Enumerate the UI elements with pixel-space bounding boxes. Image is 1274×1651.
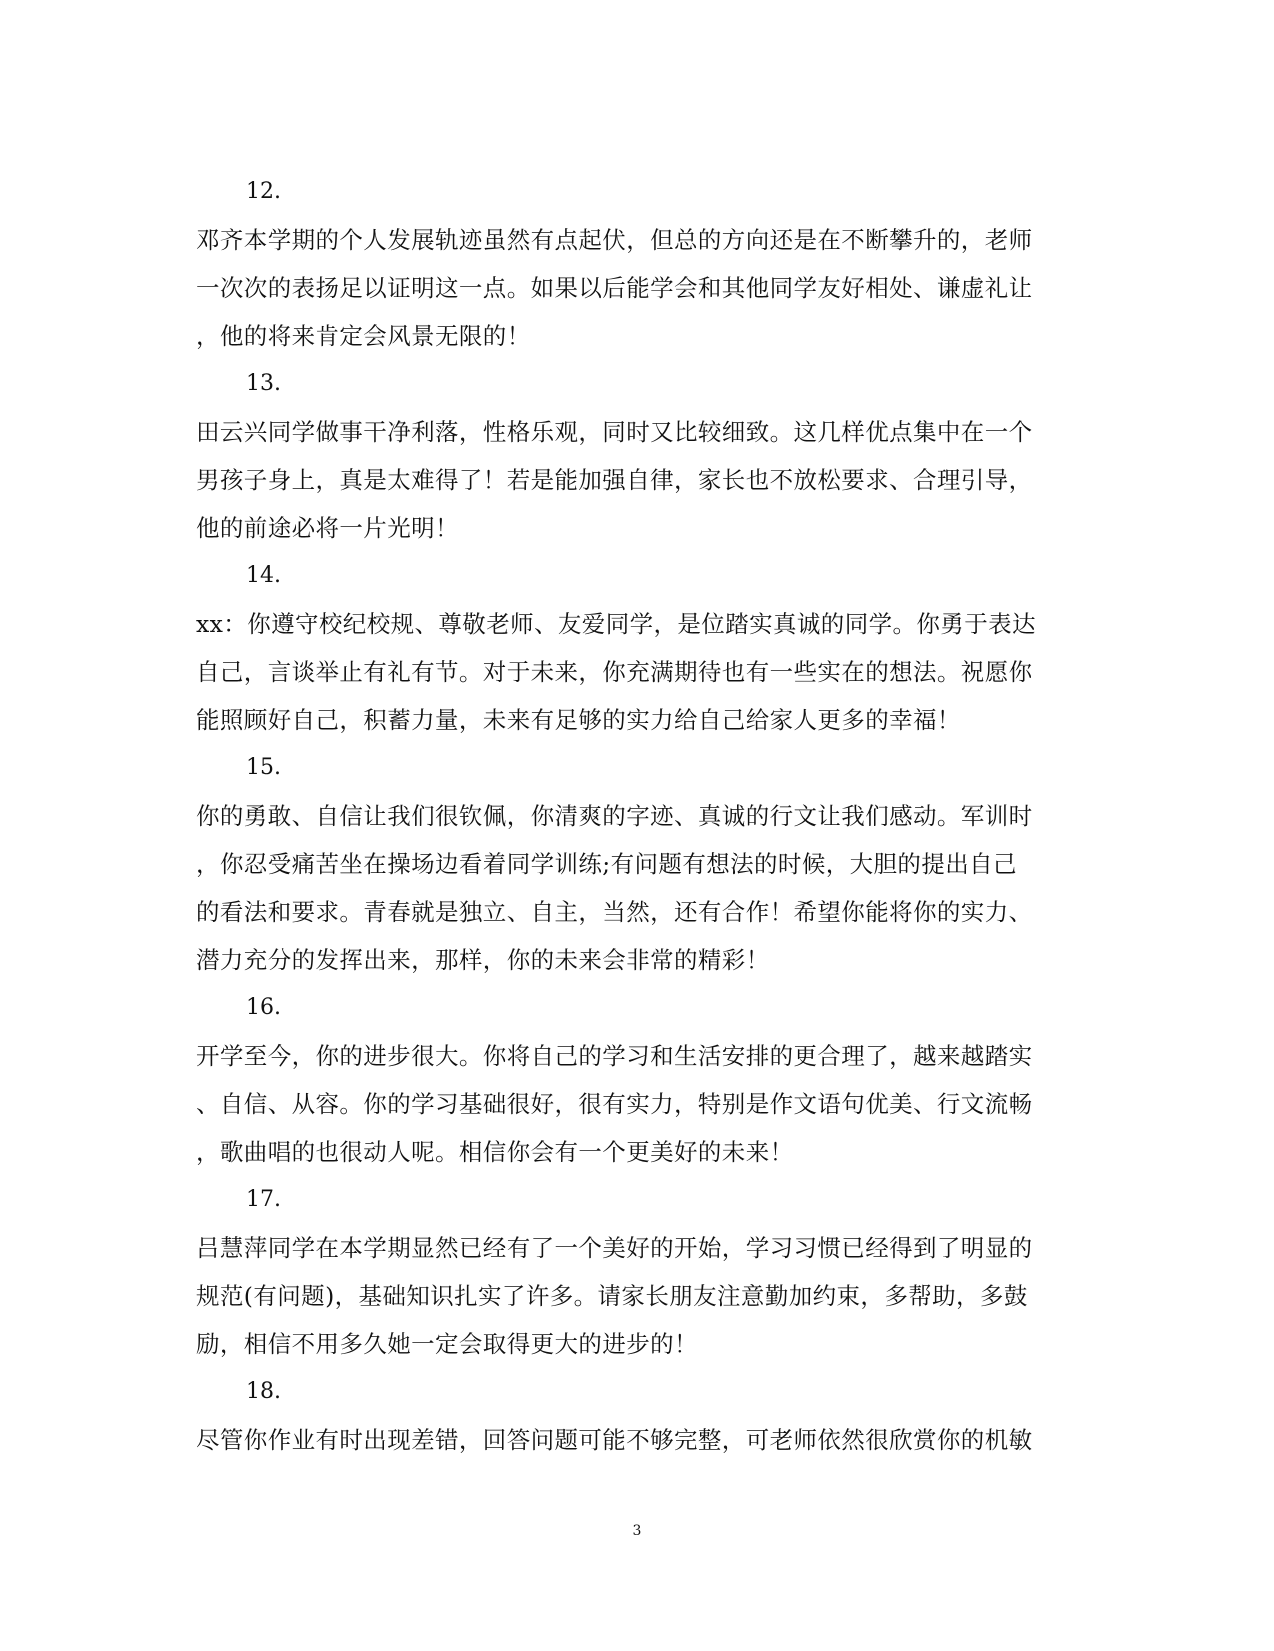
entry-text-line: ，歌曲唱的也很动人呢。相信你会有一个更美好的未来！ bbox=[196, 1138, 794, 1166]
comment-entry-15 bbox=[196, 744, 1076, 984]
entry-text-line: 的看法和要求。青春就是独立、自主，当然，还有合作！希望你能将你的实力、 bbox=[196, 898, 1033, 926]
entry-text-line: 潜力充分的发挥出来，那样，你的未来会非常的精彩！ bbox=[196, 946, 770, 974]
entry-number: 16. bbox=[246, 995, 281, 1020]
entry-text-line: 能照顾好自己，积蓄力量，未来有足够的实力给自己给家人更多的幸福！ bbox=[196, 706, 961, 734]
entry-text-line: 规范(有问题)，基础知识扎实了许多。请家长朋友注意勤加约束，多帮助，多鼓 bbox=[196, 1282, 1028, 1310]
entry-text-line: xx：你遵守校纪校规、尊敬老师、友爱同学，是位踏实真诚的同学。你勇于表达 bbox=[196, 610, 1036, 638]
entry-text-line: 一次次的表扬足以证明这一点。如果以后能学会和其他同学友好相处、谦虚礼让 bbox=[196, 274, 1033, 302]
entry-text-line: 邓齐本学期的个人发展轨迹虽然有点起伏，但总的方向还是在不断攀升的，老师 bbox=[196, 226, 1033, 254]
comment-entry-13 bbox=[196, 360, 1076, 552]
entry-text-line: 田云兴同学做事干净利落，性格乐观，同时又比较细致。这几样优点集中在一个 bbox=[196, 418, 1033, 446]
page-number: 3 bbox=[632, 1523, 642, 1539]
entry-number: 13. bbox=[246, 371, 281, 396]
entry-text-line: ，他的将来肯定会风景无限的！ bbox=[196, 322, 531, 350]
entry-text-line: 吕慧萍同学在本学期显然已经有了一个美好的开始，学习习惯已经得到了明显的 bbox=[196, 1234, 1033, 1262]
entry-number: 14. bbox=[246, 563, 281, 588]
entry-text-line: 开学至今，你的进步很大。你将自己的学习和生活安排的更合理了，越来越踏实 bbox=[196, 1042, 1033, 1070]
entry-number: 15. bbox=[246, 755, 281, 780]
document-body bbox=[196, 168, 1076, 1464]
entry-number: 12. bbox=[246, 179, 281, 204]
entry-text-line: 自己，言谈举止有礼有节。对于未来，你充满期待也有一些实在的想法。祝愿你 bbox=[196, 658, 1033, 686]
entry-number: 17. bbox=[246, 1187, 281, 1212]
comment-entry-12 bbox=[196, 168, 1076, 360]
entry-text-line: 男孩子身上，真是太难得了！若是能加强自律，家长也不放松要求、合理引导， bbox=[196, 466, 1033, 494]
entry-text-line: 励，相信不用多久她一定会取得更大的进步的！ bbox=[196, 1330, 698, 1358]
comment-entry-16 bbox=[196, 984, 1076, 1176]
comment-entry-18 bbox=[196, 1368, 1076, 1464]
entry-number: 18. bbox=[246, 1379, 281, 1404]
comment-entry-17 bbox=[196, 1176, 1076, 1368]
entry-text-line: 、自信、从容。你的学习基础很好，很有实力，特别是作文语句优美、行文流畅 bbox=[196, 1090, 1033, 1118]
entry-text-line: 尽管你作业有时出现差错，回答问题可能不够完整，可老师依然很欣赏你的机敏 bbox=[196, 1426, 1033, 1454]
entry-text-line: 他的前途必将一片光明！ bbox=[196, 514, 459, 542]
comment-entry-14 bbox=[196, 552, 1076, 744]
entry-text-line: ，你忍受痛苦坐在操场边看着同学训练;有问题有想法的时候，大胆的提出自己 bbox=[196, 850, 1017, 878]
entry-text-line: 你的勇敢、自信让我们很钦佩，你清爽的字迹、真诚的行文让我们感动。军训时 bbox=[196, 802, 1033, 830]
